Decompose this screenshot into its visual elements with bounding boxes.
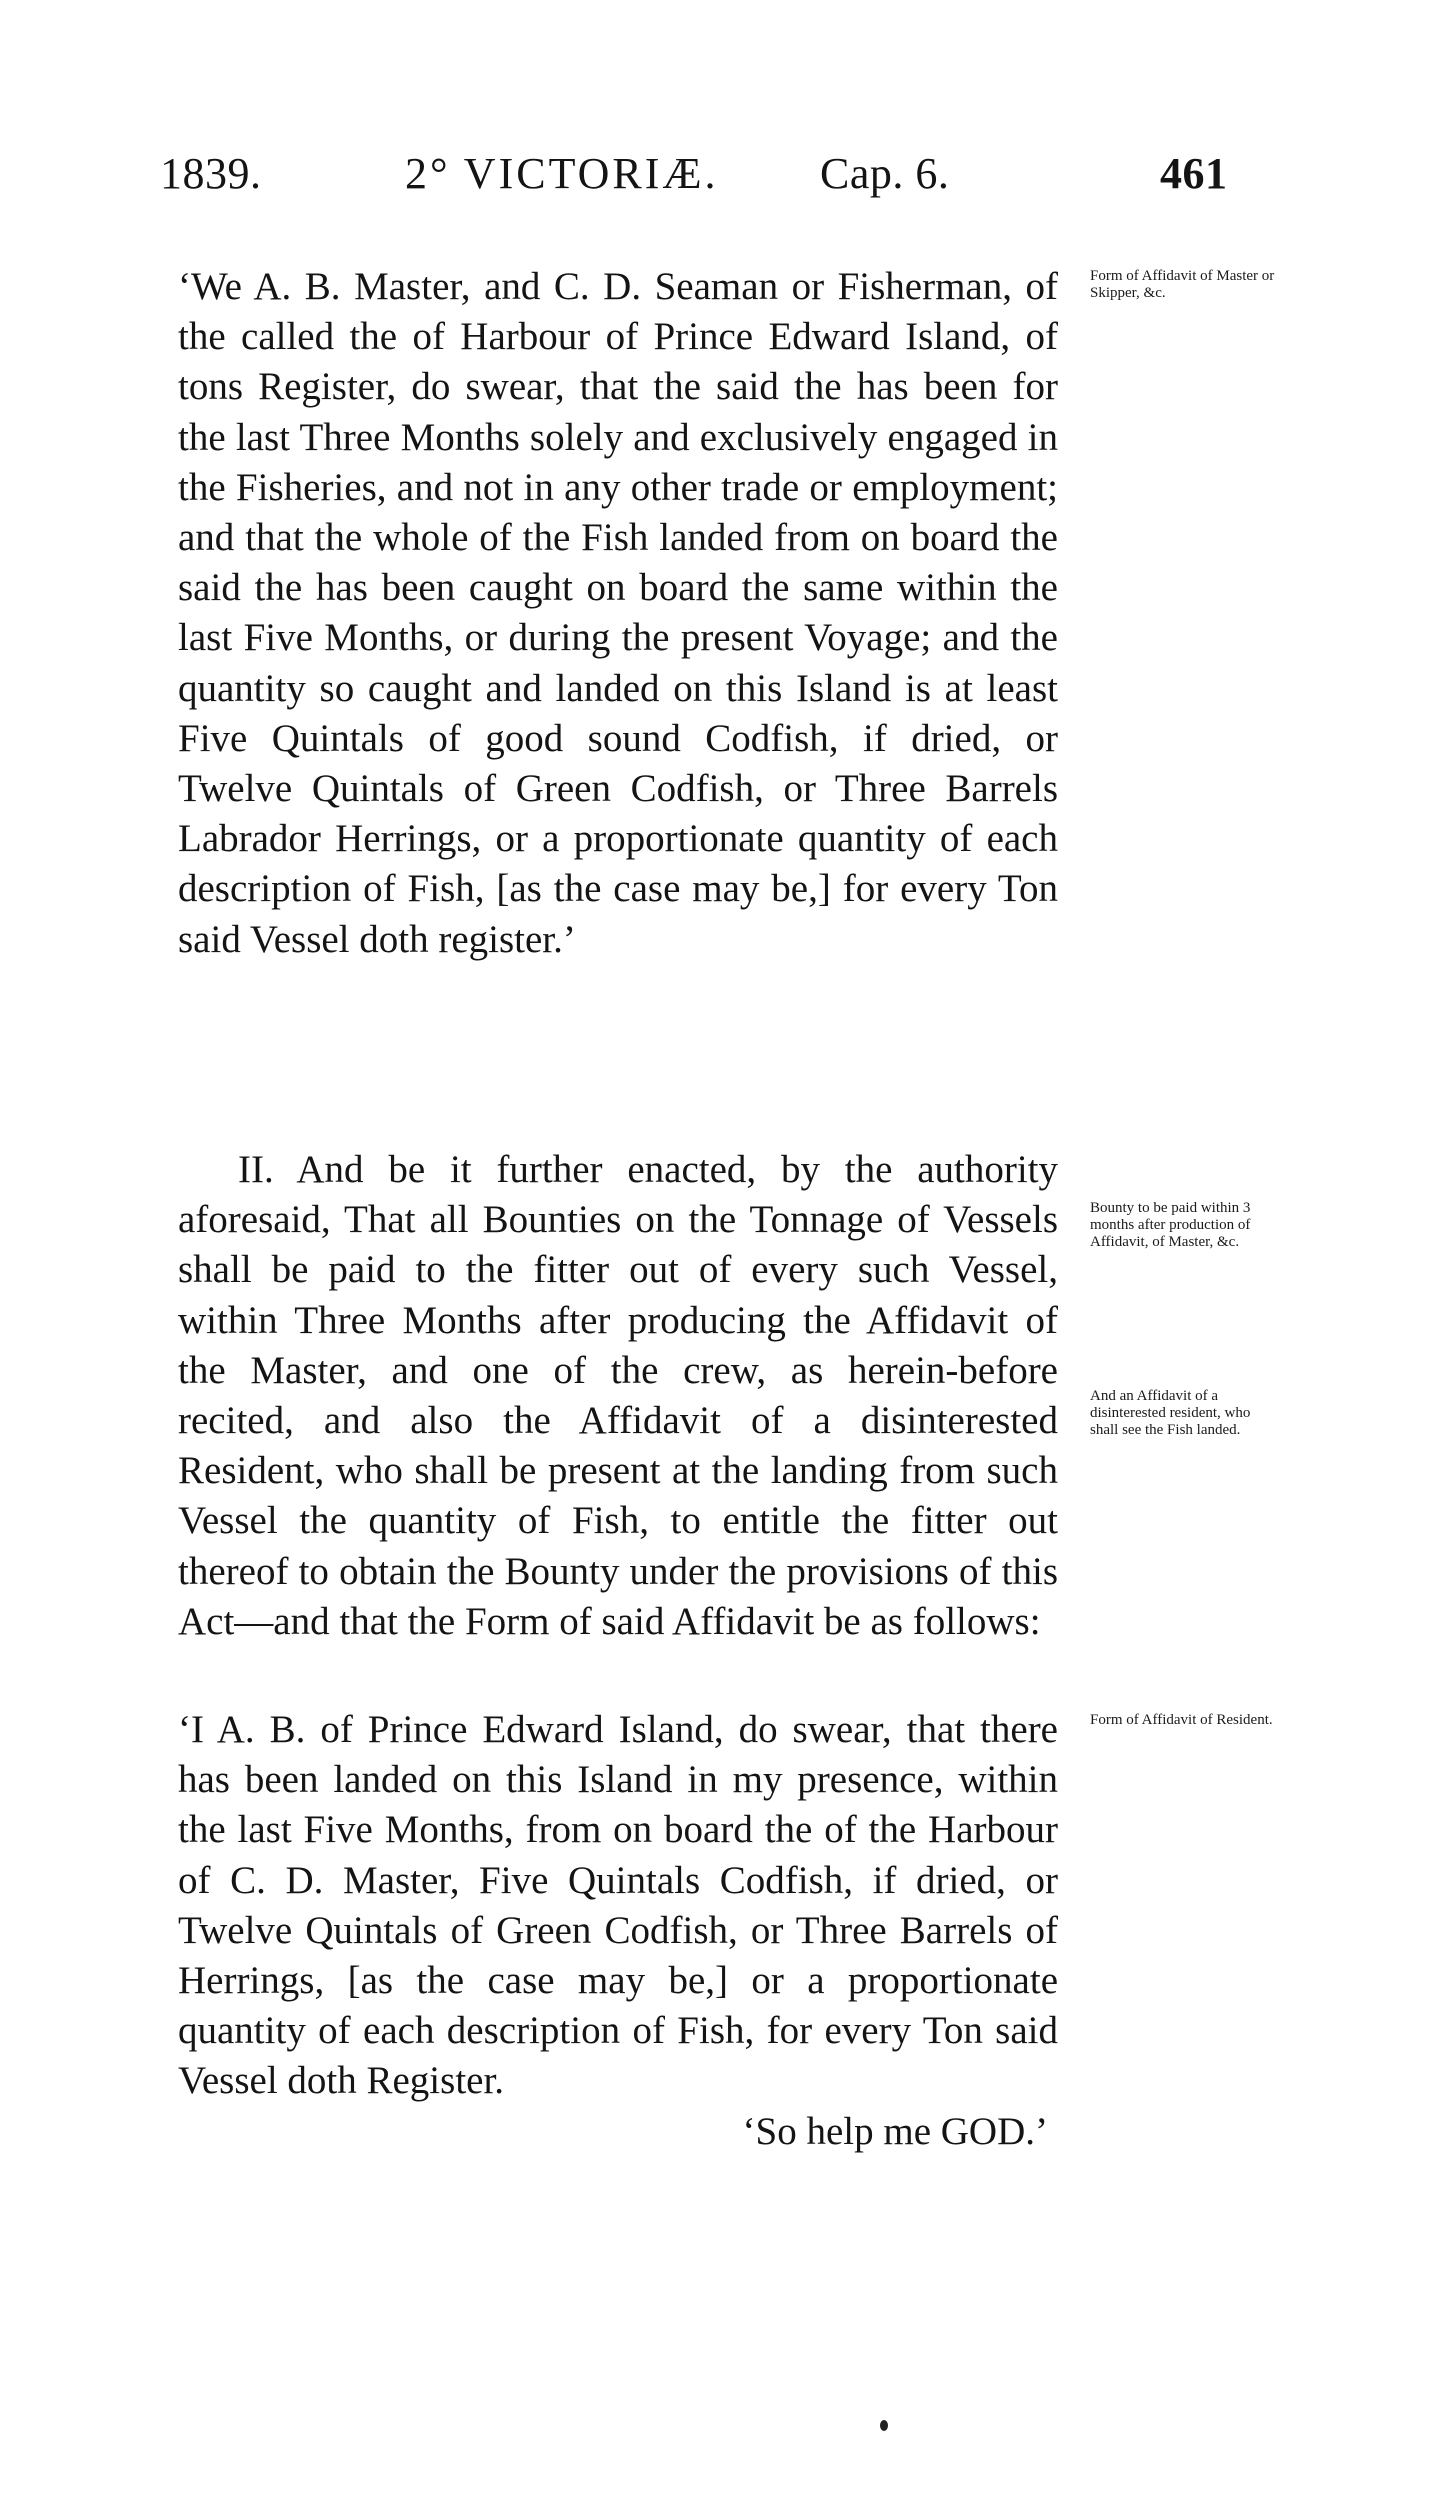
marginal-note-form-resident: Form of Affidavit of Resident. <box>1090 1712 1273 1728</box>
running-header <box>160 148 1270 208</box>
affidavit-resident-block <box>178 1705 1058 2157</box>
marginal-note-resident-affidavit: And an Affidavit of a disinterested resident, who shall see the Fish landed. <box>1090 1388 1251 1438</box>
marginal-note-bounty-paid: Bounty to be paid within 3 months after production of Affidavit, of Master, &c. <box>1090 1200 1251 1250</box>
page-number: 461 <box>1160 149 1228 198</box>
ink-speck <box>880 2420 888 2431</box>
affidavit-master-text: ‘We A. B. Master, and C. D. Seaman or Fisherman, of the called the of Harbour of Prince Edward Island, of tons Register, do swear, that the said the has been for the last Three Months solely and exclusively engaged in the Fisheries, and not in any other trade or employment; and that the whole of the Fish landed from on board the said the has been caught on board the same within the last Five Months, or during the present Voyage; and the quantity so caught and landed on this Island is at least Five Quintals of good sound Codfish, if dried, or Twelve Quintals of Green Codfish, or Three Barrels Labrador Herrings, or a proportionate quantity of each description of Fish, [as the case may be,] for every Ton said Vessel doth register.’ <box>178 265 1058 961</box>
affidavit-resident-text: ‘I A. B. of Prince Edward Island, do swear, that there has been landed on this Island in my presence, within the last Five Months, from on board the of the Harbour of C. D. Master, Five Quintals Codfish, if dried, or Twelve Quintals of Green Codfish, or Three Barrels of Herrings, [as the case may be,] or a proportionate quantity of each description of Fish, for every Ton said Vessel doth Register. <box>178 1708 1058 2103</box>
marginal-note-form-master: Form of Affidavit of Master or Skipper, &c. <box>1090 268 1275 301</box>
header-chapter: Cap. 6. <box>820 149 950 198</box>
header-year: 1839. <box>160 149 262 198</box>
header-title: 2° VICTORIÆ. <box>405 149 719 198</box>
affidavit-master-block <box>178 262 1058 965</box>
section-ii-text: II. And be it further enacted, by the authority aforesaid, That all Bounties on the Tonnage of Vessels shall be paid to the fitter out of every such Vessel, within Three Months after producing the Affidavit of the Master, and one of the crew, as herein-before recited, and also the Affidavit of a disinterested Resident, who shall be present at the landing from such Vessel the quantity of Fish, to entitle the fitter out thereof to obtain the Bounty under the provisions of this Act—and that the Form of said Affidavit be as follows: <box>178 1148 1058 1643</box>
affidavit-signoff: ‘So help me GOD.’ <box>742 2109 1048 2153</box>
section-ii-block <box>178 1145 1058 1647</box>
